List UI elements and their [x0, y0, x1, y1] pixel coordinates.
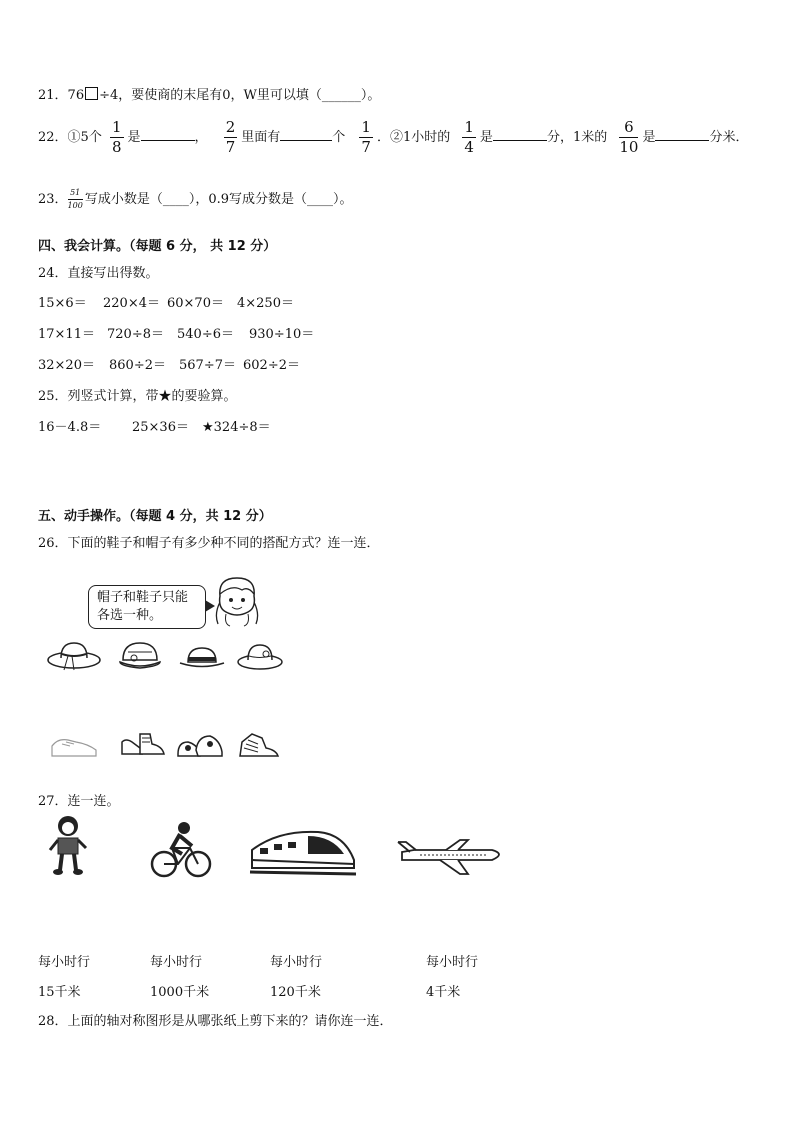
sports-shoes-icon	[176, 730, 224, 760]
speech-bubble: 帽子和鞋子只能 各选一种。	[88, 585, 206, 629]
girl-face-icon	[212, 574, 262, 634]
answer-blank[interactable]	[493, 140, 547, 141]
boots-icon	[118, 728, 168, 760]
question-27-title: 27．连一连。	[38, 794, 120, 809]
question-25-title: 25．列竖式计算，带★的要验算。	[38, 389, 237, 404]
vertical-calc-row: 16－4.8＝ 25×36＝ ★324÷8＝	[38, 420, 271, 435]
answer-blank[interactable]	[141, 140, 195, 141]
question-23: 23． $\frac{51}{100}$ 写成小数是（____），0.9写成分数是（____）。	[38, 188, 353, 210]
airplane-icon	[396, 834, 508, 878]
hat-wide-brim-icon	[46, 638, 102, 672]
speed-label: 每小时行 1000千米	[150, 955, 210, 1000]
sun-hat-icon	[236, 640, 284, 672]
question-26-title: 26．下面的鞋子和帽子有多少种不同的搭配方式？连一连．	[38, 536, 380, 551]
question-22: 22．①5个 $\frac{1}{8}$ 是 ， $\frac{2}{7}$ 里面有 个 $\frac{1}{7}$ ．②1小时的 $\frac{1}{4}$ 是 分，1米的 $\frac{6}{10}$ 是 分米．	[38, 118, 749, 156]
calc-row: 32×20＝ 860÷2＝ 567÷7＝ 602÷2＝	[38, 358, 300, 373]
high-top-sneaker-icon	[236, 728, 280, 760]
fraction-1-8: $\frac{1}{8}$	[111, 118, 122, 156]
question-24-title: 24．直接写出得数。	[38, 266, 159, 281]
calc-row: 15×6＝ 220×4＝ 60×70＝ 4×250＝	[38, 296, 294, 311]
sneaker-light-icon	[48, 732, 100, 760]
walking-girl-icon	[46, 814, 90, 876]
speed-label: 每小时行 120千米	[270, 955, 323, 1000]
fraction-1-4: $\frac{1}{4}$	[464, 118, 474, 156]
section-4-heading: 四、我会计算。（每题 6 分， 共 12 分）	[38, 239, 277, 254]
speed-label: 每小时行 4千米	[426, 955, 479, 1000]
section-5-heading: 五、动手操作。（每题 4 分，共 12 分）	[38, 509, 272, 524]
q21-text-end: ÷4，要使商的末尾有0，W里可以填（______）。	[99, 88, 381, 103]
fraction-6-10: $\frac{6}{10}$	[619, 118, 639, 156]
cap-icon	[118, 640, 162, 672]
speed-label: 每小时行 15千米	[38, 955, 91, 1000]
question-21	[38, 84, 380, 103]
fraction-51-100: $\frac{51}{100}$	[67, 188, 83, 210]
fraction-2-7: $\frac{2}{7}$	[225, 118, 236, 156]
fraction-1-7: $\frac{1}{7}$	[361, 118, 371, 156]
digit-box[interactable]	[85, 87, 98, 100]
question-28-title: 28．上面的轴对称图形是从哪张纸上剪下来的？请你连一连．	[38, 1014, 393, 1029]
answer-blank[interactable]	[655, 140, 709, 141]
fedora-hat-icon	[178, 644, 226, 672]
high-speed-train-icon	[248, 824, 358, 880]
q21-text-start: 21．76	[38, 88, 85, 103]
calc-row: 17×11＝ 720÷8＝ 540÷6＝ 930÷10＝	[38, 327, 315, 342]
answer-blank[interactable]	[280, 140, 332, 141]
cyclist-icon	[150, 820, 212, 878]
